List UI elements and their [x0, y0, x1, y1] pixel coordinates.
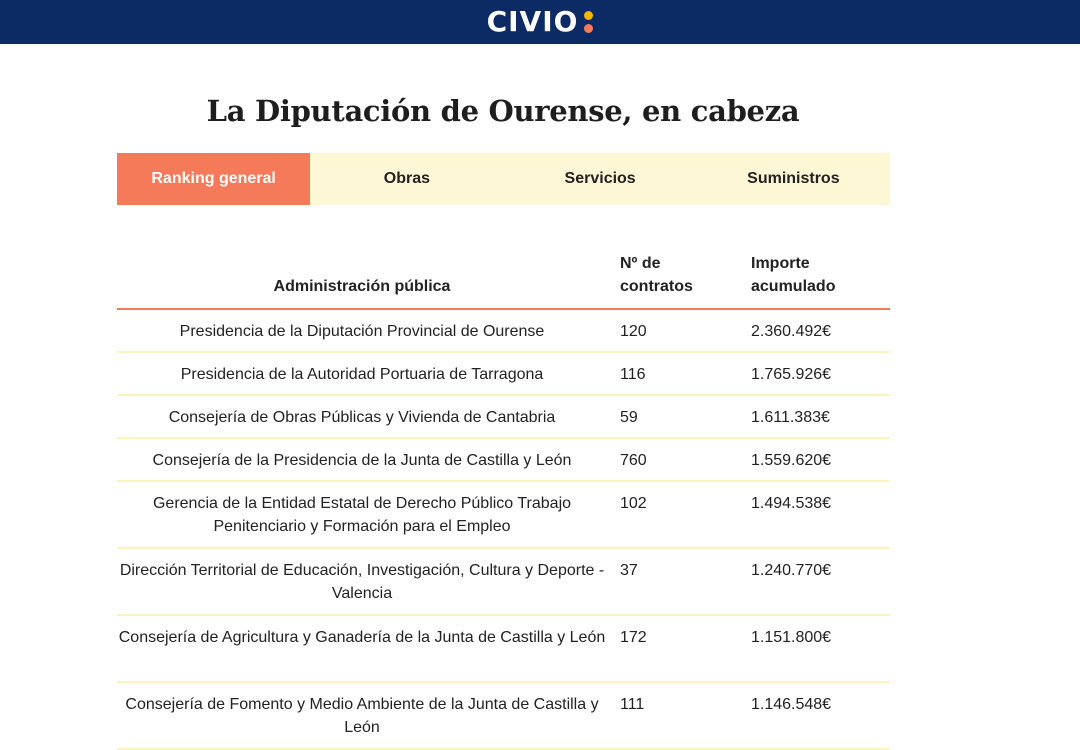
amount-cell: 1.765.926€: [751, 366, 832, 383]
logo-text: CIVIO: [486, 5, 579, 38]
tab-obras[interactable]: Obras: [383, 170, 430, 187]
logo-dot-bottom: [584, 24, 593, 33]
admin-cell: Consejería de Obras Públicas y Vivienda de Cantabria: [168, 409, 556, 426]
admin-cell: Consejería de la Presidencia de la Junta de Castilla y León: [152, 452, 572, 469]
amount-cell: 1.151.800€: [751, 629, 832, 646]
count-cell: 59: [620, 409, 638, 426]
top-bar: [0, 0, 1080, 44]
table-row: [117, 482, 890, 549]
count-cell: 760: [620, 452, 647, 469]
table-row: [117, 310, 890, 353]
admin-cell: Presidencia de la Diputación Provincial de Ourense: [179, 323, 545, 340]
column-header-count: Nº de contratos: [620, 255, 693, 295]
tab-ranking-general[interactable]: Ranking general: [117, 153, 310, 205]
admin-cell: Presidencia de la Autoridad Portuaria de Tarragona: [180, 366, 544, 383]
column-header-admin: Administración pública: [273, 278, 451, 295]
amount-cell: 1.611.383€: [751, 409, 830, 426]
table-row: [117, 683, 890, 750]
civio-logo[interactable]: [486, 5, 594, 38]
amount-cell: 1.146.548€: [751, 696, 832, 713]
table-header: [117, 252, 890, 310]
amount-cell: 1.559.620€: [751, 452, 832, 469]
count-cell: 172: [620, 629, 647, 646]
tab-suministros[interactable]: Suministros: [747, 170, 840, 187]
table-row: [117, 616, 890, 683]
logo-dots: [584, 11, 593, 33]
amount-cell: 1.494.538€: [751, 495, 832, 512]
admin-cell: Consejería de Agricultura y Ganadería de la Junta de Castilla y León: [118, 629, 606, 646]
amount-cell: 2.360.492€: [751, 323, 832, 340]
admin-cell: Dirección Territorial de Educación, Investigación, Cultura y Deporte - Valencia: [119, 562, 605, 602]
admin-cell: Gerencia de la Entidad Estatal de Derecho Público Trabajo Penitenciario y Formación para el Empleo: [152, 495, 572, 535]
table-row: [117, 439, 890, 482]
table-row: [117, 396, 890, 439]
tab-servicios[interactable]: Servicios: [564, 170, 636, 187]
table-row: [117, 353, 890, 396]
count-cell: 120: [620, 323, 647, 340]
amount-cell: 1.240.770€: [751, 562, 832, 579]
column-header-amount: Importe acumulado: [751, 255, 836, 295]
count-cell: 111: [620, 696, 645, 713]
logo-dot-top: [584, 11, 593, 20]
admin-cell: Consejería de Fomento y Medio Ambiente de la Junta de Castilla y León: [125, 696, 599, 736]
count-cell: 116: [620, 366, 646, 383]
count-cell: 37: [620, 562, 638, 579]
ranking-table: [117, 252, 890, 750]
category-tabs: [117, 153, 890, 205]
count-cell: 102: [620, 495, 647, 512]
page-title: La Diputación de Ourense, en cabeza: [206, 94, 800, 128]
table-row: [117, 549, 890, 616]
